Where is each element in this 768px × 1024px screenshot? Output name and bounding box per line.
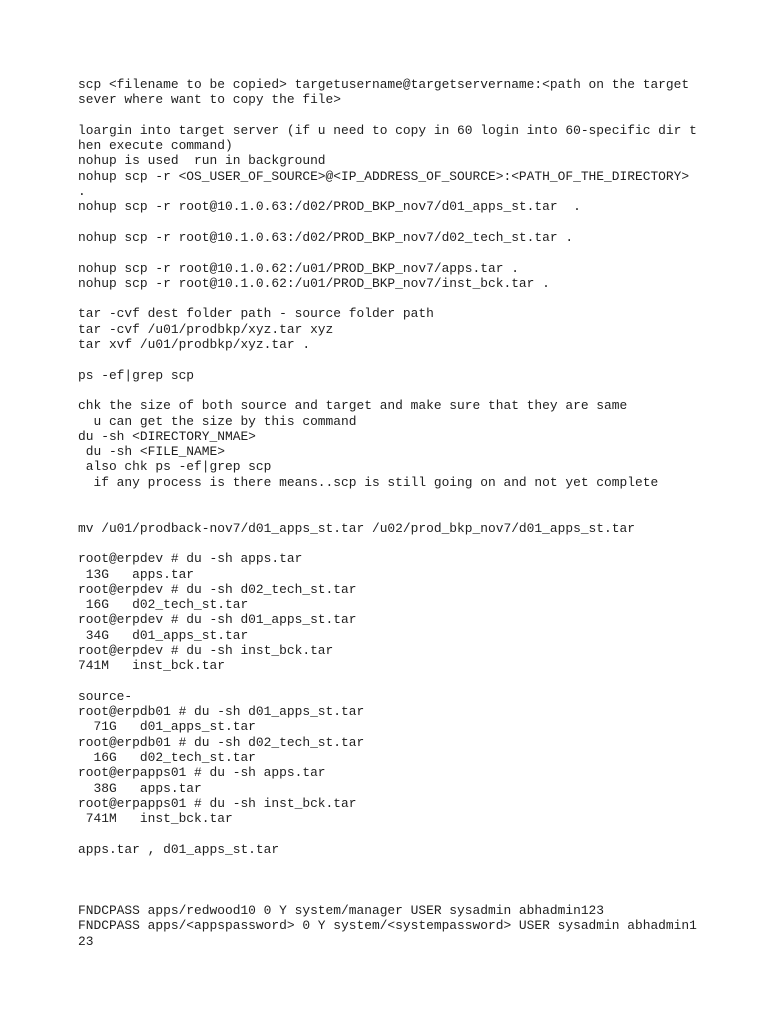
document-line: [78, 291, 758, 306]
document-line: [78, 872, 758, 887]
document-line: du -sh <FILE_NAME>: [78, 444, 225, 460]
document-line: nohup is used run in background: [78, 153, 326, 169]
document-line: nohup scp -r root@10.1.0.63:/d02/PROD_BKP_nov7/d02_tech_st.tar .: [78, 229, 574, 245]
document-line: 13G apps.tar: [78, 566, 195, 582]
document-line: [78, 674, 758, 689]
document-line: [78, 536, 758, 551]
document-line: root@erpdb01 # du -sh d01_apps_st.tar: [78, 704, 365, 720]
document-line: du -sh <DIRECTORY_NMAE>: [78, 428, 256, 444]
document-line: [78, 505, 758, 520]
document-line: 741M inst_bck.tar: [78, 811, 233, 827]
document-line: source-: [78, 688, 133, 704]
document-line: ps -ef|grep scp: [78, 367, 195, 383]
document-line: nohup scp -r root@10.1.0.62:/u01/PROD_BKP_nov7/inst_bck.tar .: [78, 275, 550, 291]
document-line: [78, 490, 758, 505]
document-line: u can get the size by this command: [78, 413, 357, 429]
document-line: [78, 245, 758, 260]
document-line: 38G apps.tar: [78, 780, 202, 796]
document-line: mv /u01/prodback-nov7/d01_apps_st.tar /u02/prod_bkp_nov7/d01_apps_st.tar: [78, 520, 635, 536]
document-line: root@erpdb01 # du -sh d02_tech_st.tar: [78, 734, 365, 750]
document-line: FNDCPASS apps/<appspassword> 0 Y system/<systempassword> USER sysadmin abhadmin1: [78, 918, 697, 934]
document-line: 71G d01_apps_st.tar: [78, 719, 256, 735]
document-line: FNDCPASS apps/redwood10 0 Y system/manager USER sysadmin abhadmin123: [78, 903, 605, 919]
document-line: 741M inst_bck.tar: [78, 658, 225, 674]
document-line: if any process is there means..scp is still going on and not yet complete: [78, 474, 659, 490]
document-line: 16G d02_tech_st.tar: [78, 597, 249, 613]
document-line: also chk ps -ef|grep scp: [78, 459, 272, 475]
document-line: root@erpdev # du -sh inst_bck.tar: [78, 642, 334, 658]
document-line: [78, 352, 758, 367]
document-line: nohup scp -r <OS_USER_OF_SOURCE>@<IP_ADDRESS_OF_SOURCE>:<PATH_OF_THE_DIRECTORY>: [78, 168, 690, 184]
document-line: hen execute command): [78, 138, 233, 154]
document-line: scp <filename to be copied> targetusername@targetservername:<path on the target: [78, 77, 690, 92]
document-line: [78, 215, 758, 230]
document-line: nohup scp -r root@10.1.0.63:/d02/PROD_BKP_nov7/d01_apps_st.tar .: [78, 199, 581, 215]
document-text: [78, 77, 758, 949]
document-line: apps.tar , d01_apps_st.tar: [78, 841, 280, 857]
document-line: tar xvf /u01/prodbkp/xyz.tar .: [78, 337, 311, 353]
document-line: root@erpapps01 # du -sh inst_bck.tar: [78, 795, 357, 811]
document-line: [78, 857, 758, 872]
document-line: root@erpapps01 # du -sh apps.tar: [78, 765, 326, 781]
document-line: root@erpdev # du -sh apps.tar: [78, 551, 303, 567]
document-line: .: [78, 184, 86, 200]
document-line: [78, 888, 758, 903]
document-line: [78, 383, 758, 398]
document-line: loargin into target server (if u need to copy in 60 login into 60-specific dir t: [78, 122, 697, 138]
document-line: tar -cvf dest folder path - source folder path: [78, 306, 434, 322]
document-line: nohup scp -r root@10.1.0.62:/u01/PROD_BKP_nov7/apps.tar .: [78, 260, 519, 276]
document-line: 23: [78, 933, 94, 949]
document-line: chk the size of both source and target and make sure that they are same: [78, 398, 628, 414]
document-line: tar -cvf /u01/prodbkp/xyz.tar xyz: [78, 321, 334, 337]
document-line: [78, 827, 758, 842]
document-line: sever where want to copy the file>: [78, 92, 342, 108]
document-line: root@erpdev # du -sh d02_tech_st.tar: [78, 581, 357, 597]
document-line: [78, 108, 758, 123]
document-line: root@erpdev # du -sh d01_apps_st.tar: [78, 612, 357, 628]
document-line: 34G d01_apps_st.tar: [78, 627, 249, 643]
document-line: 16G d02_tech_st.tar: [78, 750, 256, 766]
